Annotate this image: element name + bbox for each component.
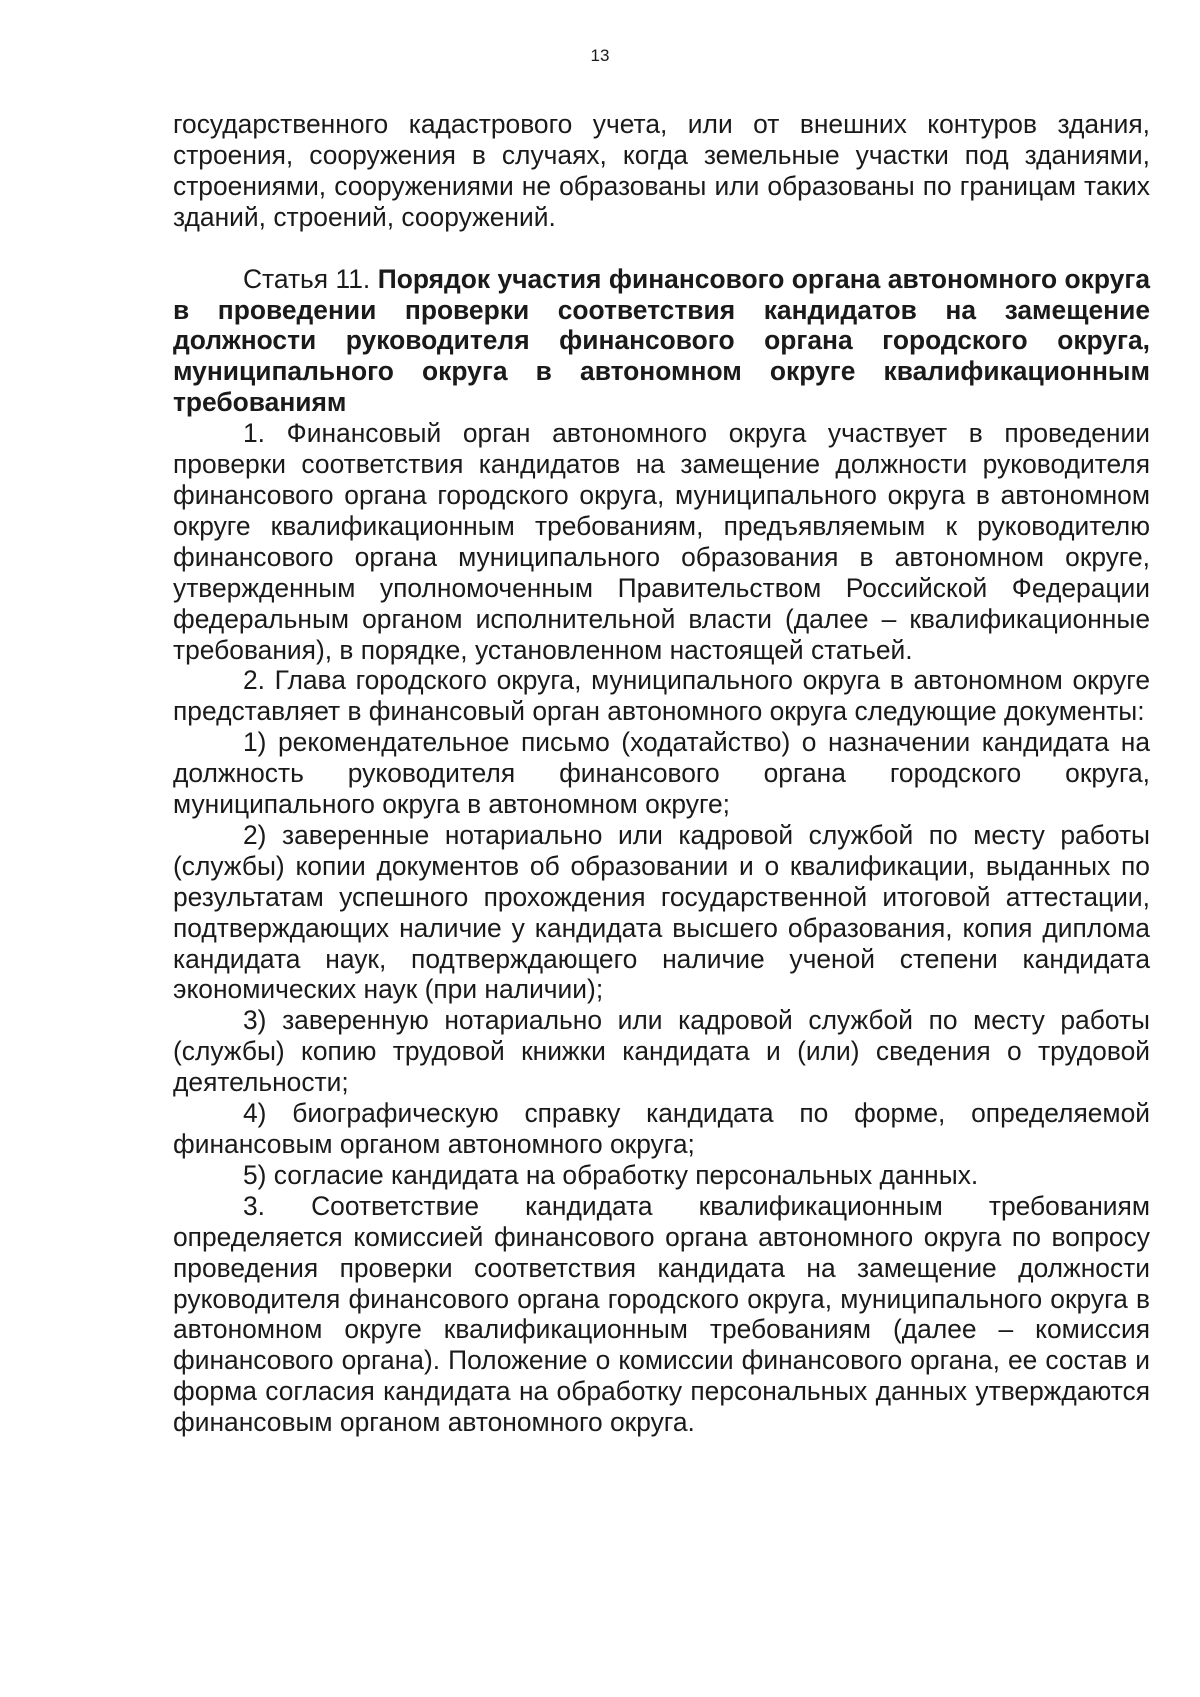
article-number: Статья 11.: [243, 263, 378, 294]
paragraph-1: 1. Финансовый орган автономного округа участвует в проведении проверки соответствия кандидатов на замещение должности руководителя финансового органа городского округа, муниципального округа в автономном округе квалификационным требованиям, предъявляемым к руководителю финансового органа муниципального образования в автономном округе, утвержденным уполномоченным Правительством Российской Федерации федеральным органом исполнительной власти (далее – квалификационные требования), в порядке, установленном настоящей статьей.: [173, 418, 1150, 665]
list-item-3: 3) заверенную нотариально или кадровой службой по месту работы (службы) копию трудовой книжки кандидата и (или) сведения о трудовой деятельности;: [173, 1005, 1150, 1098]
document-body: [173, 109, 1150, 1438]
article-heading: [173, 264, 1150, 419]
list-item-2: 2) заверенные нотариально или кадровой службой по месту работы (службы) копии документов об образовании и о квалификации, выданных по результатам успешного прохождения государственной итоговой аттестации, подтверждающих наличие у кандидата высшего образования, копия диплома кандидата наук, подтверждающего наличие ученой степени кандидата экономических наук (при наличии);: [173, 819, 1150, 1005]
list-item-1: 1) рекомендательное письмо (ходатайство) о назначении кандидата на должность руководителя финансового органа городского округа, муниципального округа в автономном округе;: [173, 727, 1150, 820]
list-item-5: 5) согласие кандидата на обработку персональных данных.: [243, 1159, 979, 1190]
article-title: Порядок участия финансового органа автономного округа в проведении проверки соответствия кандидатов на замещение должности руководителя финансового органа городского округа, муниципального округа в автономном округе квалификационным требованиям: [173, 263, 1150, 418]
list-item-4: 4) биографическую справку кандидата по форме, определяемой финансовым органом автономного округа;: [173, 1098, 1150, 1159]
paragraph-3: 3. Соответствие кандидата квалификационным требованиям определяется комиссией финансового органа автономного округа по вопросу проведения проверки соответствия кандидата на замещение должности руководителя финансового органа городского округа, муниципального округа в автономном округе квалификационным требованиям (далее – комиссия финансового органа). Положение о комиссии финансового органа, ее состав и форма согласия кандидата на обработку персональных данных утверждаются финансовым органом автономного округа.: [173, 1190, 1150, 1438]
page-number: 13: [590, 46, 610, 65]
paragraph-2: 2. Глава городского округа, муниципального округа в автономном округе представляет в финансовый орган автономного округа следующие документы:: [173, 665, 1150, 727]
continuation-paragraph: государственного кадастрового учета, или от внешних контуров здания, строения, сооружения в случаях, когда земельные участки под зданиями, строениями, сооружениями не образованы или образованы по границам таких зданий, строений, сооружений.: [173, 109, 1150, 232]
